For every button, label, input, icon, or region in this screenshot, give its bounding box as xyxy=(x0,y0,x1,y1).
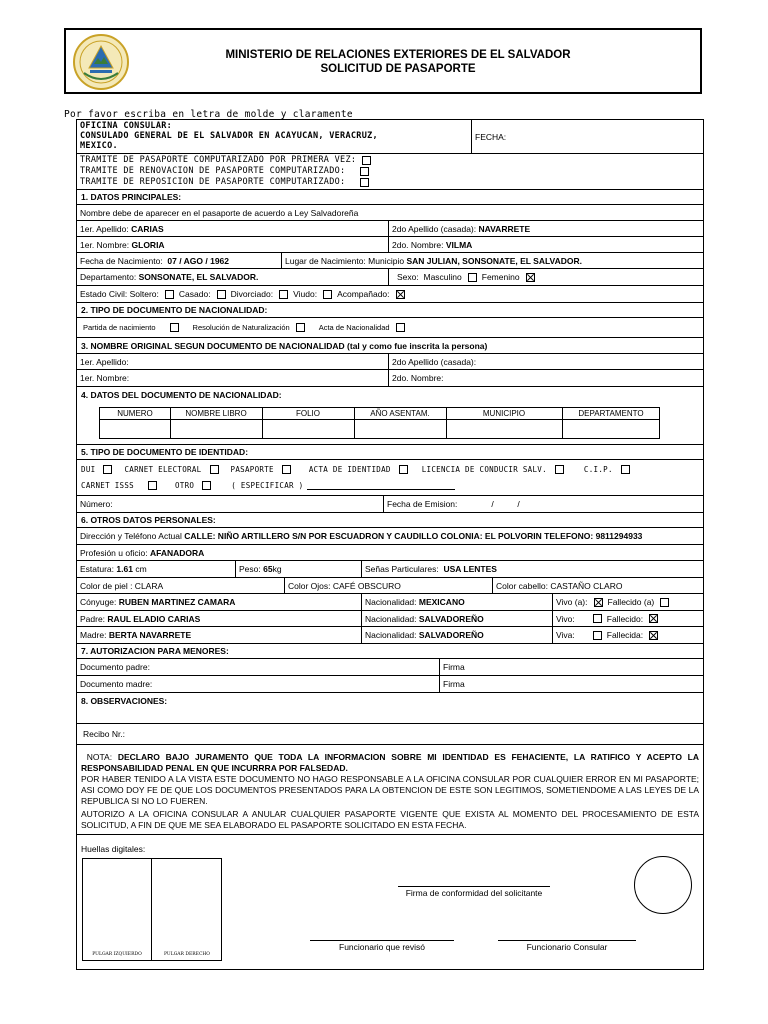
field-label: Estatura: xyxy=(80,564,115,574)
field-label: Nacionalidad: xyxy=(365,613,417,624)
birth-row xyxy=(77,253,703,269)
field-value: VILMA xyxy=(445,239,473,250)
option-label: DUI xyxy=(81,465,96,474)
field-value: CALLE: NIÑO ARTILLERO S/N POR ESCUADRON Y CAUDILLO COLONIA: EL POLVORIN TELEFONO: 9811294933 xyxy=(184,531,643,541)
father-vivo-checkbox[interactable] xyxy=(593,614,602,623)
option-label: Casado: xyxy=(178,289,211,299)
name-note: Nombre debe de aparecer en el pasaporte de acuerdo a Ley Salvadoreña xyxy=(80,207,359,218)
option-label: LICENCIA DE CONDUCIR SALV. xyxy=(421,465,547,474)
consulate-country: MEXICO. xyxy=(80,141,118,151)
tramite-label: TRAMITE DE PASAPORTE COMPUTARIZADO POR PRIMERA VEZ: xyxy=(80,155,357,165)
weight-field[interactable] xyxy=(235,561,361,577)
partida-checkbox[interactable] xyxy=(170,323,179,332)
mother-document-field[interactable]: Documento madre: xyxy=(80,679,153,689)
sex-femenino-checkbox[interactable] xyxy=(526,273,535,282)
field-label: Profesión u oficio: xyxy=(80,547,148,558)
mother-viva-checkbox[interactable] xyxy=(593,631,602,640)
spouse-nationality-field[interactable] xyxy=(361,594,552,610)
tramite-renovacion xyxy=(80,166,376,177)
carnet-isss-checkbox[interactable] xyxy=(148,481,157,490)
soltero-checkbox[interactable] xyxy=(165,290,174,299)
licencia-checkbox[interactable] xyxy=(555,465,564,474)
form-title: SOLICITUD DE PASAPORTE xyxy=(320,63,476,75)
option-label: OTRO xyxy=(174,481,195,490)
eye-color-field[interactable]: Color Ojos: CAFÉ OBSCURO xyxy=(284,578,492,593)
fingerprints-box xyxy=(82,858,222,961)
section-title: 1. DATOS PRINCIPALES: xyxy=(81,192,182,202)
field-label: Fecha de Emision: xyxy=(387,499,458,509)
profession-field[interactable] xyxy=(77,545,207,560)
tramites-section xyxy=(77,154,703,190)
table-header: NUMERO xyxy=(117,409,153,418)
consulate-row xyxy=(77,120,703,154)
option-label: C.I.P. xyxy=(583,465,613,474)
table-header: DEPARTAMENTO xyxy=(578,409,644,418)
option-label: Partida de nacimiento xyxy=(83,323,156,332)
field-label: Lugar de Nacimiento: Municipio xyxy=(285,255,405,266)
section-title: 6. OTROS DATOS PERSONALES: xyxy=(81,515,216,525)
field-value: 1.61 xyxy=(116,564,133,574)
field-label: 1er. Nombre: xyxy=(80,373,130,383)
section-8 xyxy=(77,693,703,745)
hair-color-field[interactable]: Color cabello: CASTAÑO CLARO xyxy=(492,578,705,593)
field-label: 2do. Nombre: xyxy=(392,239,444,250)
acta-nacionalidad-checkbox[interactable] xyxy=(396,323,405,332)
passport-form xyxy=(76,119,704,970)
field-label: 1er. Apellido: xyxy=(80,356,129,367)
applicant-signature-label: Firma de conformidad del solicitante xyxy=(405,888,543,898)
field-value: 07 / AGO / 1962 xyxy=(167,255,230,266)
issue-date-field[interactable] xyxy=(383,496,705,512)
mother-row xyxy=(77,627,703,644)
left-thumb-label: PULGAR IZQUIERDO xyxy=(92,952,142,957)
casado-checkbox[interactable] xyxy=(217,290,226,299)
identity-doc-options xyxy=(77,460,703,496)
name-note-row xyxy=(77,205,703,221)
birth-date-field[interactable] xyxy=(77,253,281,268)
note-declaration: DECLARO BAJO JURAMENTO QUE TODA LA INFORMACION SOBRE MI IDENTIDAD ES FEHACIENTE, LA RATIFICO Y ACEPTO LA RESPONSABILIDAD PENAL EN QUE INCURRRA POR FALSEDAD. xyxy=(81,752,699,773)
table-header: NOMBRE LIBRO xyxy=(185,409,247,418)
field-value: RAUL ELADIO CARIAS xyxy=(107,613,201,624)
form-header xyxy=(64,28,702,94)
section-3-header xyxy=(77,338,703,354)
field-label: 1er. Apellido: xyxy=(80,223,129,234)
dui-checkbox[interactable] xyxy=(103,465,112,474)
spouse-vivo-checkbox[interactable] xyxy=(594,598,603,607)
instructions: Por favor escriba en letra de molde y claramente xyxy=(64,109,353,120)
field-value: SAN JULIAN, SONSONATE, EL SALVADOR. xyxy=(406,255,582,266)
note-prefix: NOTA: xyxy=(86,752,113,762)
field-value: NAVARRETE xyxy=(478,223,531,234)
field-label: Número: xyxy=(80,499,113,509)
field-label: Fecha de Nacimiento: xyxy=(80,255,163,266)
physical-row xyxy=(77,561,703,578)
field-label: Sexo: xyxy=(397,272,419,282)
father-nationality-field[interactable] xyxy=(361,611,552,626)
option-label: Resolución de Naturalización xyxy=(192,323,290,332)
height-field[interactable] xyxy=(77,561,235,577)
option-label: Acta de Nacionalidad xyxy=(318,323,390,332)
unit: cm xyxy=(135,564,147,574)
marks-field[interactable] xyxy=(361,561,705,577)
option-label: CARNET ISSS xyxy=(81,481,134,490)
father-field[interactable] xyxy=(77,611,361,626)
applicant-signature-line[interactable] xyxy=(398,886,550,887)
birth-place-field[interactable] xyxy=(281,253,705,268)
mother-status-field xyxy=(552,627,705,643)
option-label: Femenino xyxy=(481,272,520,282)
declaration-section xyxy=(77,745,703,835)
father-status-field xyxy=(552,611,705,626)
section-1-header xyxy=(77,190,703,205)
option-label: Fallecido: xyxy=(606,613,644,624)
father-row xyxy=(77,611,703,627)
father-fallecido-checkbox[interactable] xyxy=(649,614,658,623)
note-paragraph: AUTORIZO A LA OFICINA CONSULAR A ANULAR CUALQUIER PASAPORTE VIGENTE QUE EXISTA AL MOMENTO DEL PROCESAMIENTO DE ESTA SOLICITUD, A FIN DE QUE ME SEA ELABORADO EL PASAPORTE SOLICITADO EN ESTA FECHA. xyxy=(81,809,699,830)
dept-sex-row xyxy=(77,269,703,286)
option-label: PASAPORTE xyxy=(230,465,274,474)
section-2-header xyxy=(77,303,703,318)
colors-row xyxy=(77,578,703,594)
photo-stamp-circle xyxy=(634,856,692,914)
spouse-fallecido-checkbox[interactable] xyxy=(660,598,669,607)
tramite-label: TRAMITE DE REPOSICION DE PASAPORTE COMPUTARIZADO: xyxy=(80,177,346,187)
original-names-row xyxy=(77,370,703,387)
spouse-row xyxy=(77,594,703,611)
table-header: FOLIO xyxy=(295,409,320,418)
section-title: 3. NOMBRE ORIGINAL SEGUN DOCUMENTO DE NACIONALIDAD (tal y como fue inscrita la persona) xyxy=(81,340,488,351)
doc-number-field[interactable] xyxy=(77,496,383,512)
tramite-renovacion-checkbox[interactable] xyxy=(360,167,369,176)
option-label: Vivo: xyxy=(556,613,575,624)
mother-fallecida-checkbox[interactable] xyxy=(649,631,658,640)
section-title: 5. TIPO DE DOCUMENTO DE IDENTIDAD: xyxy=(81,447,249,457)
minor-mother-row xyxy=(77,676,703,693)
field-label: Madre: xyxy=(80,630,107,640)
pasaporte-checkbox[interactable] xyxy=(282,465,291,474)
otro-checkbox[interactable] xyxy=(202,481,211,490)
field-label: 2do Apellido (casada): xyxy=(392,356,477,367)
field-value: SALVADOREÑO xyxy=(418,613,484,624)
mother-signature-field[interactable]: Firma xyxy=(439,676,705,692)
especificar-label: ( ESPECIFICAR ) xyxy=(231,481,304,490)
divorciado-checkbox[interactable] xyxy=(279,290,288,299)
field-label: 1er. Nombre: xyxy=(80,239,130,250)
fingerprints-label: Huellas digitales: xyxy=(81,844,146,854)
civil-status-field xyxy=(77,286,413,302)
ministry-name: MINISTERIO DE RELACIONES EXTERIORES DE EL SALVADOR xyxy=(225,49,571,61)
option-label: Masculino xyxy=(423,272,462,282)
table-header: MUNICIPIO xyxy=(482,409,526,418)
minor-father-row xyxy=(77,659,703,676)
tramite-primera-vez-checkbox[interactable] xyxy=(362,156,371,165)
mother-field[interactable] xyxy=(77,627,361,643)
section-4 xyxy=(77,387,703,445)
sex-field xyxy=(388,269,705,285)
field-value: BERTA NAVARRETE xyxy=(108,630,192,640)
field-value: SALVADOREÑO xyxy=(418,630,484,640)
section-5-header xyxy=(77,445,703,460)
sex-masculino-checkbox[interactable] xyxy=(468,273,477,282)
form-header-title xyxy=(66,48,700,76)
tramite-primera-vez xyxy=(80,155,376,166)
father-signature-field[interactable]: Firma xyxy=(439,659,705,675)
skin-color-field[interactable]: Color de piel : CLARA xyxy=(80,580,164,591)
right-thumb-label: PULGAR DERECHO xyxy=(163,952,210,957)
original-nombre1-field[interactable] xyxy=(77,370,388,386)
field-label: 2do. Nombre: xyxy=(392,373,444,383)
field-label: Peso: xyxy=(239,564,261,574)
surnames-row xyxy=(77,221,703,237)
note-paragraph: POR HABER TENIDO A LA VISTA ESTE DOCUMENTO NO HAGO RESPONSABLE A LA OFICINA CONSULAR POR CUALQUIER ERROR EN MI PASAPORTE; ASI COMO DOY FE DE QUE LOS DOCUMENTOS PRESENTADOS PARA LA OBTENCION DE ESTE SON LEGITIMOS, SOMETIENDOME A LAS LEYES DE LA REPUBLICA SI NO LO FUEREN. xyxy=(81,774,699,806)
field-label: Nacionalidad: xyxy=(365,597,417,607)
field-value: MEXICANO xyxy=(418,597,465,607)
field-value: CARIAS xyxy=(131,223,164,234)
especificar-input[interactable] xyxy=(307,482,455,490)
date-field[interactable] xyxy=(471,120,705,153)
table-header: AÑO ASENTAM. xyxy=(370,409,430,418)
field-label: Cónyuge: xyxy=(80,597,117,607)
acompanado-checkbox[interactable] xyxy=(396,290,405,299)
consulate-label: OFICINA CONSULAR: xyxy=(80,121,173,131)
field-label: Nacionalidad: xyxy=(365,630,417,640)
consul-signature-label: Funcionario Consular xyxy=(526,942,608,952)
declaration-text xyxy=(81,752,699,774)
department-field[interactable] xyxy=(77,269,388,285)
option-label: Viudo: xyxy=(293,289,318,299)
cip-checkbox[interactable] xyxy=(621,465,630,474)
viudo-checkbox[interactable] xyxy=(323,290,332,299)
field-label: Señas Particulares: xyxy=(365,564,439,574)
nationality-doc-row xyxy=(77,318,703,338)
option-label: ACTA DE IDENTIDAD xyxy=(308,465,391,474)
father-document-field[interactable]: Documento padre: xyxy=(80,662,150,672)
option-label: Divorciado: xyxy=(230,289,274,299)
resolucion-checkbox[interactable] xyxy=(296,323,305,332)
option-label: CARNET ELECTORAL xyxy=(124,465,202,474)
section-title: 2. TIPO DE DOCUMENTO DE NACIONALIDAD: xyxy=(81,305,268,315)
original-nombre2-field[interactable] xyxy=(388,370,705,386)
consulate-name: CONSULADO GENERAL DE EL SALVADOR EN ACAYUCAN, VERACRUZ, xyxy=(80,131,378,141)
doc-number-row xyxy=(77,496,703,513)
apellido2-field[interactable] xyxy=(388,221,705,236)
names-row xyxy=(77,237,703,253)
field-value: RUBEN MARTINEZ CAMARA xyxy=(118,597,236,607)
field-label: Departamento: xyxy=(80,272,137,282)
spouse-status-field xyxy=(552,594,705,610)
field-label: 2do Apellido (casada): xyxy=(392,223,477,234)
reviewer-signature-label: Funcionario que revisó xyxy=(339,942,425,952)
address-field[interactable] xyxy=(77,528,645,544)
civil-status-row xyxy=(77,286,703,303)
address-row xyxy=(77,528,703,545)
section-6-header xyxy=(77,513,703,528)
section-title: 7. AUTORIZACION PARA MENORES: xyxy=(81,646,229,656)
original-surnames-row xyxy=(77,354,703,370)
receipt-number-field[interactable]: Recibo Nr.: xyxy=(83,729,126,739)
date-slashes: / / xyxy=(491,499,520,509)
section-7-header xyxy=(77,644,703,659)
field-value: 65 xyxy=(263,564,273,574)
field-value: GLORIA xyxy=(131,239,165,250)
field-value: USA LENTES xyxy=(443,564,497,574)
nombre1-field[interactable] xyxy=(77,237,388,252)
field-value: AFANADORA xyxy=(149,547,205,558)
field-label: Dirección y Teléfono Actual xyxy=(80,531,182,541)
carnet-electoral-checkbox[interactable] xyxy=(210,465,219,474)
consul-signature-line[interactable] xyxy=(498,940,636,941)
reviewer-signature-line[interactable] xyxy=(310,940,454,941)
original-apellido2-field[interactable] xyxy=(388,354,705,369)
option-label: Fallecido (a) xyxy=(607,597,655,607)
field-label: Estado Civil: Soltero: xyxy=(80,289,159,299)
date-label: FECHA: xyxy=(475,131,507,142)
nombre2-field[interactable] xyxy=(388,237,705,252)
option-label: Viva: xyxy=(556,630,575,640)
mother-nationality-field[interactable] xyxy=(361,627,552,643)
option-label: Fallecida: xyxy=(606,630,644,640)
original-apellido1-field[interactable] xyxy=(77,354,388,369)
tramite-reposicion xyxy=(80,177,376,188)
tramite-label: TRAMITE DE RENOVACION DE PASAPORTE COMPUTARIZADO: xyxy=(80,166,346,176)
nationality-doc-table xyxy=(99,407,660,439)
section-title: 4. DATOS DEL DOCUMENTO DE NACIONALIDAD: xyxy=(81,389,282,400)
option-label: Vivo (a): xyxy=(556,597,588,607)
spouse-field[interactable] xyxy=(77,594,361,610)
section-title: 8. OBSERVACIONES: xyxy=(81,695,168,706)
unit: kg xyxy=(272,564,282,574)
profession-row xyxy=(77,545,703,561)
field-label: Padre: xyxy=(80,613,106,624)
tramite-reposicion-checkbox[interactable] xyxy=(360,178,369,187)
nationality-doc-options xyxy=(77,318,413,337)
option-label: Acompañado: xyxy=(337,289,390,299)
field-value: SONSONATE, EL SALVADOR. xyxy=(138,272,259,282)
acta-identidad-checkbox[interactable] xyxy=(399,465,408,474)
apellido1-field[interactable] xyxy=(77,221,388,236)
